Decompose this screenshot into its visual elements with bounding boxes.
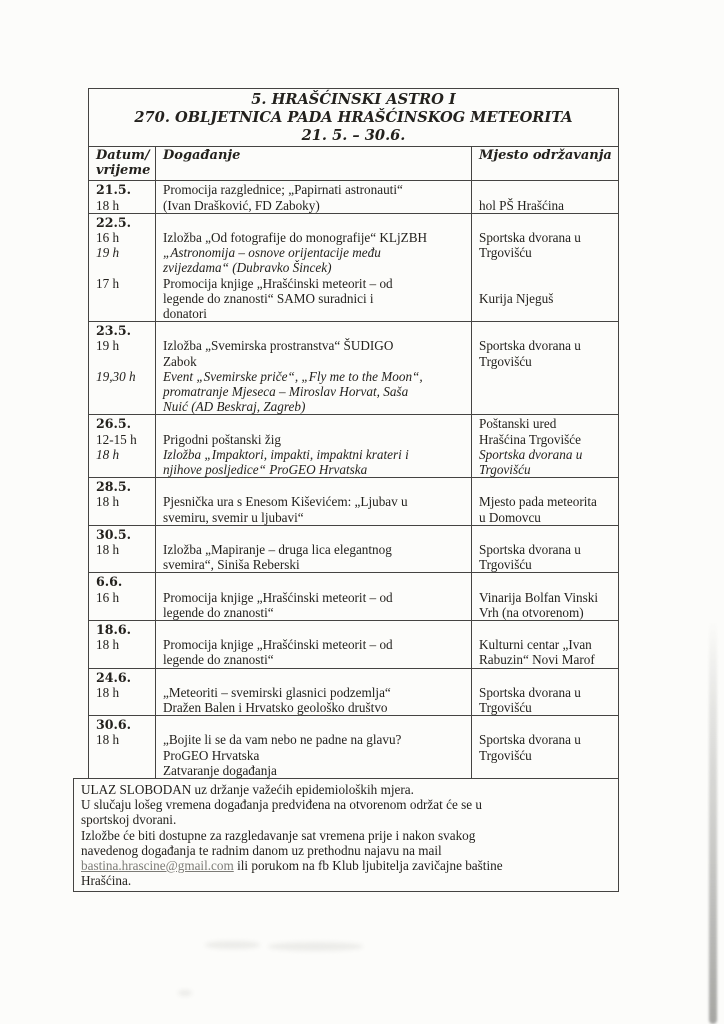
cell-line: Vinarija Bolfan Vinski — [479, 589, 599, 605]
cell-line: 18 h — [96, 446, 120, 462]
event-cell — [155, 526, 471, 573]
cell-line: Promocija knjige „Hrašćinski meteorit – od — [163, 275, 393, 291]
cell-line: svemiru, svemir u ljubavi“ — [163, 509, 304, 525]
email-link[interactable]: bastina.hrascine@gmail.com — [81, 858, 234, 874]
cell-line: Sportska dvorana u — [479, 732, 581, 748]
event-cell — [155, 716, 471, 778]
scan-smudge — [178, 990, 192, 996]
event-cell — [155, 415, 471, 477]
title-line-2: 270. OBLJETNICA PADA HRAŠĆINSKOG METEORITA — [134, 109, 573, 126]
cell-line: 24.6. — [96, 669, 132, 685]
cell-line: Promocija razglednice; „Papirnati astronauti“ — [163, 182, 403, 198]
place-cell — [471, 181, 616, 212]
cell-line: Izložba „Od fotografije do monografije“ KLjZBH — [163, 230, 428, 245]
cell-line — [479, 384, 612, 399]
cell-line: svemira“, Siniša Reberski — [163, 557, 300, 573]
cell-line — [96, 510, 151, 525]
note-line — [81, 843, 610, 858]
cell-line: Trgovišću — [479, 245, 532, 261]
cell-line: 17 h — [96, 275, 120, 291]
cell-line: „Bojite li se da vam nebo ne padne na glavu? — [163, 732, 402, 748]
cell-line: u Domovcu — [479, 509, 541, 525]
cell-line: Izložba „Impaktori, impakti, impaktni krateri i — [163, 446, 409, 462]
cell-line: (Ivan Drašković, FD Zaboky) — [163, 197, 320, 213]
note-line — [81, 858, 610, 873]
note-text: ili porukom na fb Klub ljubitelja zavičajne baštine — [233, 858, 503, 874]
header-datum-label: Datum/ — [96, 148, 150, 163]
date-time-cell — [89, 214, 155, 321]
table-row — [89, 478, 618, 526]
cell-line: 30.6. — [96, 717, 132, 733]
event-schedule-table — [88, 88, 619, 778]
cell-line: promatranje Mjeseca – Miroslav Horvat, Saša — [163, 384, 409, 400]
event-cell — [155, 214, 471, 321]
cell-line — [479, 260, 612, 275]
cell-line — [163, 622, 467, 637]
cell-line: „Meteoriti – svemirski glasnici podzemlja“ — [163, 684, 391, 700]
cell-line: ProGEO Hrvatska — [163, 747, 260, 763]
cell-line: Sportska dvorana u — [479, 338, 581, 354]
cell-line: 19 h — [96, 245, 120, 261]
scan-edge-shadow — [709, 620, 717, 1024]
title-line-1: 5. HRAŠĆINSKI ASTRO I — [251, 91, 456, 108]
cell-line — [96, 354, 151, 369]
cell-line: 18 h — [96, 494, 120, 510]
place-cell — [471, 415, 616, 477]
note-line — [81, 782, 610, 797]
cell-line: Event „Svemirske priče“, „Fly me to the Moon“, — [163, 368, 423, 384]
table-row — [89, 716, 618, 778]
cell-line: njihove posljedice“ ProGEO Hrvatska — [163, 462, 368, 478]
cell-line: 16 h — [96, 589, 120, 605]
cell-line: 18 h — [96, 637, 120, 653]
cell-line: 18 h — [96, 542, 120, 558]
event-cell — [155, 621, 471, 668]
document-title-block — [89, 89, 618, 147]
cell-line: 30.5. — [96, 526, 132, 542]
cell-line: 18 h — [96, 732, 120, 748]
cell-line: Izložba „Svemirska prostranstva“ ŠUDIGO — [163, 338, 394, 354]
header-cell-dogadanje — [155, 147, 471, 180]
note-text: navedenog događanja te radnim danom uz prethodnu najavu na mail — [81, 842, 442, 858]
cell-line — [96, 306, 151, 321]
cell-line: Kurija Njeguš — [479, 290, 554, 306]
cell-line: Rabuzin“ Novi Marof — [479, 652, 595, 668]
table-header-row — [89, 147, 618, 181]
date-time-cell — [89, 181, 155, 212]
cell-line — [96, 399, 151, 414]
cell-line: Trgovišću — [479, 462, 531, 478]
note-line — [81, 797, 610, 812]
cell-line: 6.6. — [96, 574, 123, 590]
header-cell-datum-vrijeme — [89, 147, 155, 180]
note-text: U slučaju lošeg vremena događanja predviđena na otvorenom održat će se u — [81, 797, 482, 813]
cell-line: 28.5. — [96, 479, 132, 495]
cell-line — [163, 416, 467, 431]
cell-line: 22.5. — [96, 214, 132, 230]
table-body — [89, 181, 618, 778]
event-cell — [155, 478, 471, 525]
document-content — [73, 88, 619, 892]
cell-line — [96, 260, 151, 275]
cell-line — [479, 670, 612, 685]
header-cell-mjesto — [471, 147, 616, 180]
cell-line: Trgovišću — [479, 700, 532, 715]
cell-line: Trgovišću — [479, 353, 532, 369]
date-time-cell — [89, 573, 155, 620]
table-row — [89, 621, 618, 669]
cell-line: Zabok — [163, 353, 197, 369]
cell-line: Kulturni centar „Ivan — [479, 637, 592, 653]
date-time-cell — [89, 478, 155, 525]
cell-line: Trgovišću — [479, 747, 532, 763]
cell-line — [479, 622, 612, 637]
event-cell — [155, 322, 471, 414]
event-cell — [155, 669, 471, 716]
note-text: Izložbe će biti dostupne za razgledavanje sat vremena prije i nakon svakog — [81, 827, 476, 843]
cell-line — [479, 306, 612, 321]
cell-line: 18 h — [96, 197, 120, 213]
cell-line: Sportska dvorana u — [479, 446, 583, 462]
note-text: Hrašćina. — [81, 873, 132, 889]
cell-line — [96, 700, 151, 715]
date-time-cell — [89, 621, 155, 668]
cell-line: Promocija knjige „Hrašćinski meteorit – od — [163, 589, 393, 605]
place-cell — [471, 716, 616, 778]
cell-line: Dražen Balen i Hrvatsko geološko društvo — [163, 700, 388, 715]
cell-line: 19 h — [96, 338, 120, 354]
cell-line: Trgovišću — [479, 557, 532, 573]
cell-line: Izložba „Mapiranje – druga lica elegantnog — [163, 542, 392, 558]
cell-line: Promocija knjige „Hrašćinski meteorit – od — [163, 637, 393, 653]
cell-line: Nuić (AD Beskraj, Zagreb) — [163, 399, 306, 415]
cell-line — [163, 527, 467, 542]
cell-line — [479, 479, 612, 494]
cell-line — [163, 479, 467, 494]
cell-line: Sportska dvorana u — [479, 684, 581, 700]
cell-line: Sportska dvorana u — [479, 230, 581, 245]
date-time-cell — [89, 716, 155, 778]
cell-line: Poštanski ured — [479, 416, 557, 432]
date-time-cell — [89, 669, 155, 716]
cell-line — [479, 399, 612, 414]
cell-line: „Astronomija – osnove orijentacije među — [163, 245, 381, 261]
table-row — [89, 322, 618, 415]
cell-line: 21.5. — [96, 182, 132, 198]
cell-line: zvijezdama“ (Dubravko Šincek) — [163, 260, 332, 276]
place-cell — [471, 478, 616, 525]
place-cell — [471, 322, 616, 414]
cell-line — [163, 215, 467, 230]
header-dogadanje-label: Događanje — [163, 148, 241, 163]
cell-line: hol PŠ Hrašćina — [479, 197, 564, 213]
cell-line — [96, 557, 151, 572]
title-line-3: 21. 5. – 30.6. — [301, 127, 406, 144]
cell-line: 18 h — [96, 684, 120, 700]
note-line — [81, 873, 610, 888]
cell-line — [96, 462, 151, 477]
cell-line — [163, 323, 467, 338]
scan-smudge — [205, 941, 260, 949]
cell-line — [479, 323, 612, 338]
table-row — [89, 573, 618, 621]
cell-line: legende do znanosti“ SAMO suradnici i — [163, 290, 374, 306]
note-text: sportskoj dvorani. — [81, 812, 177, 828]
cell-line: Vrh (na otvorenom) — [479, 604, 584, 620]
cell-line — [479, 276, 612, 291]
cell-line: 19,30 h — [96, 368, 136, 384]
table-row — [89, 214, 618, 322]
cell-line — [479, 717, 612, 732]
date-time-cell — [89, 526, 155, 573]
note-line — [81, 812, 610, 827]
place-cell — [471, 621, 616, 668]
cell-line — [96, 763, 151, 778]
cell-line: 26.5. — [96, 416, 132, 432]
cell-line — [479, 574, 612, 589]
place-cell — [471, 526, 616, 573]
header-vrijeme-label: vrijeme — [96, 163, 151, 179]
cell-line — [479, 763, 612, 778]
cell-line: Sportska dvorana u — [479, 542, 581, 558]
cell-line — [96, 748, 151, 763]
event-cell — [155, 181, 471, 212]
cell-line: Hrašćina Trgovišće — [479, 431, 581, 447]
cell-line — [96, 384, 151, 399]
cell-line — [163, 717, 467, 732]
place-cell — [471, 573, 616, 620]
cell-line — [96, 605, 151, 620]
cell-line: 12-15 h — [96, 431, 137, 447]
cell-line: Mjesto pada meteorita — [479, 494, 597, 510]
cell-line — [479, 527, 612, 542]
cell-line: Pjesnička ura s Enesom Kiševićem: „Ljubav u — [163, 494, 408, 510]
table-row — [89, 526, 618, 574]
cell-line — [163, 574, 467, 589]
date-time-cell — [89, 415, 155, 477]
cell-line — [96, 652, 151, 667]
cell-line: 16 h — [96, 230, 120, 246]
header-mjesto-label: Mjesto održavanja — [479, 148, 612, 163]
table-row — [89, 415, 618, 478]
cell-line — [479, 369, 612, 384]
cell-line: 23.5. — [96, 323, 132, 339]
event-cell — [155, 573, 471, 620]
cell-line — [479, 182, 612, 197]
note-line — [81, 828, 610, 843]
cell-line — [479, 215, 612, 230]
table-row — [89, 669, 618, 717]
cell-line — [96, 291, 151, 306]
cell-line: Zatvaranje događanja — [163, 762, 277, 778]
cell-line: legende do znanosti“ — [163, 604, 274, 620]
notes-box — [73, 778, 619, 892]
table-row — [89, 181, 618, 213]
scan-smudge — [268, 942, 363, 951]
cell-line — [163, 670, 467, 685]
place-cell — [471, 214, 616, 321]
cell-line: Prigodni poštanski žig — [163, 431, 281, 447]
cell-line: donatori — [163, 306, 207, 322]
cell-line: legende do znanosti“ — [163, 652, 274, 668]
note-text: ULAZ SLOBODAN uz držanje važećih epidemioloških mjera. — [81, 782, 414, 797]
place-cell — [471, 669, 616, 716]
cell-line: 18.6. — [96, 622, 132, 638]
date-time-cell — [89, 322, 155, 414]
